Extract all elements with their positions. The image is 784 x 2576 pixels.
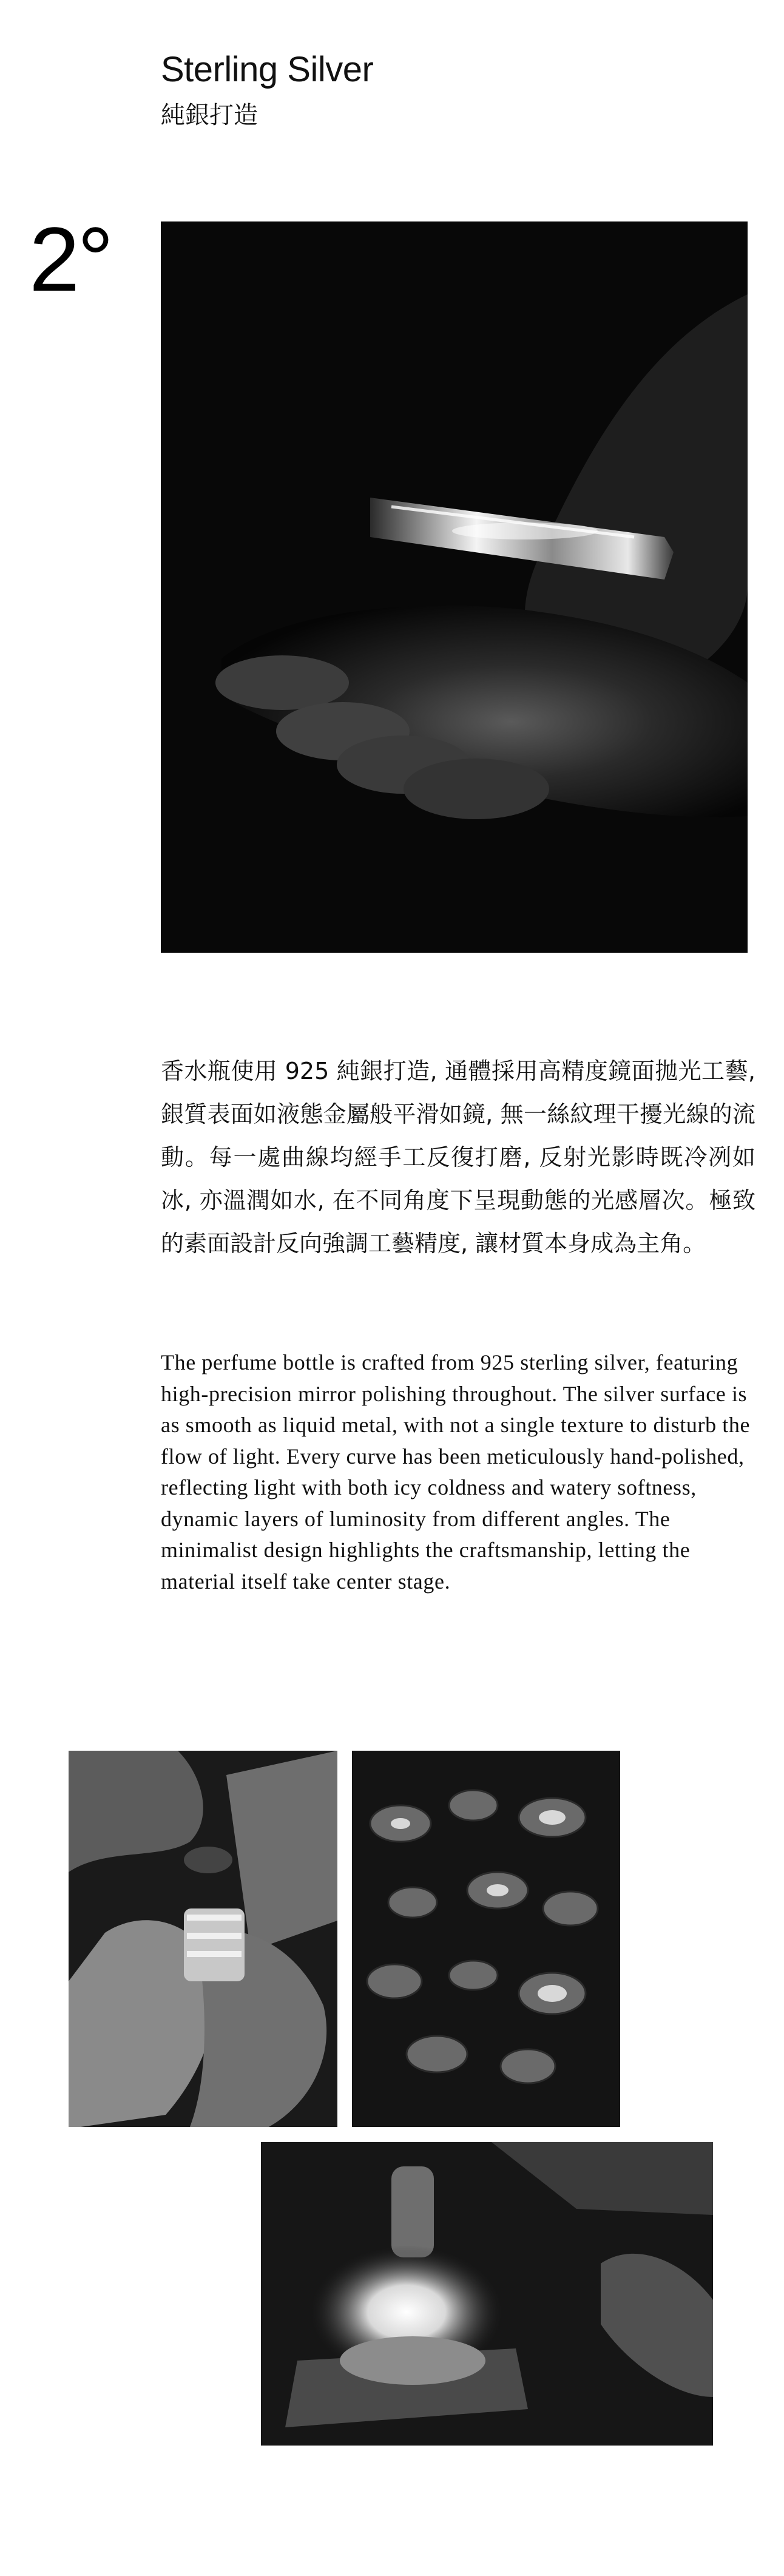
polishing-tools-photo xyxy=(352,1751,620,2127)
gallery-photo-1 xyxy=(69,1751,337,2127)
torch-flame-photo xyxy=(261,2142,713,2446)
description-en: The perfume bottle is crafted from 925 sterling silver, featuring high-precision mirror polishing throughout. The silver surface is as smooth as liquid metal, with not a single texture to disturb the flow of light. Every curve has been meticulously hand-polished, reflecting light with both icy coldness and watery softness, dynamic layers of luminosity from different angles. The minimalist design highlights the craftsmanship, letting the material itself take center stage. xyxy=(161,1350,751,1594)
gallery-photo-2 xyxy=(352,1751,620,2127)
step-number: 2° xyxy=(29,208,112,310)
silver-bottle-in-hand-photo xyxy=(161,221,748,953)
hero-photo xyxy=(161,221,748,953)
gallery-photo-3 xyxy=(261,2142,713,2446)
hands-polishing-photo xyxy=(69,1751,337,2127)
description-zh: 香水瓶使用 925 純銀打造, 通體採用高精度鏡面拋光工藝, 銀質表面如液態金屬般平滑如鏡, 無一絲紋理干擾光線的流動。每一處曲線均經手工反復打磨, 反射光影時既冷冽如冰, 亦溫潤如水, 在不同角度下呈現動態的光感層次。極致的素面設計反向強調工藝精度, 讓材質本身成為主角。 xyxy=(161,1058,755,1257)
section-title-zh: 純銀打造 xyxy=(161,101,258,129)
section-title-en: Sterling Silver xyxy=(161,50,374,89)
